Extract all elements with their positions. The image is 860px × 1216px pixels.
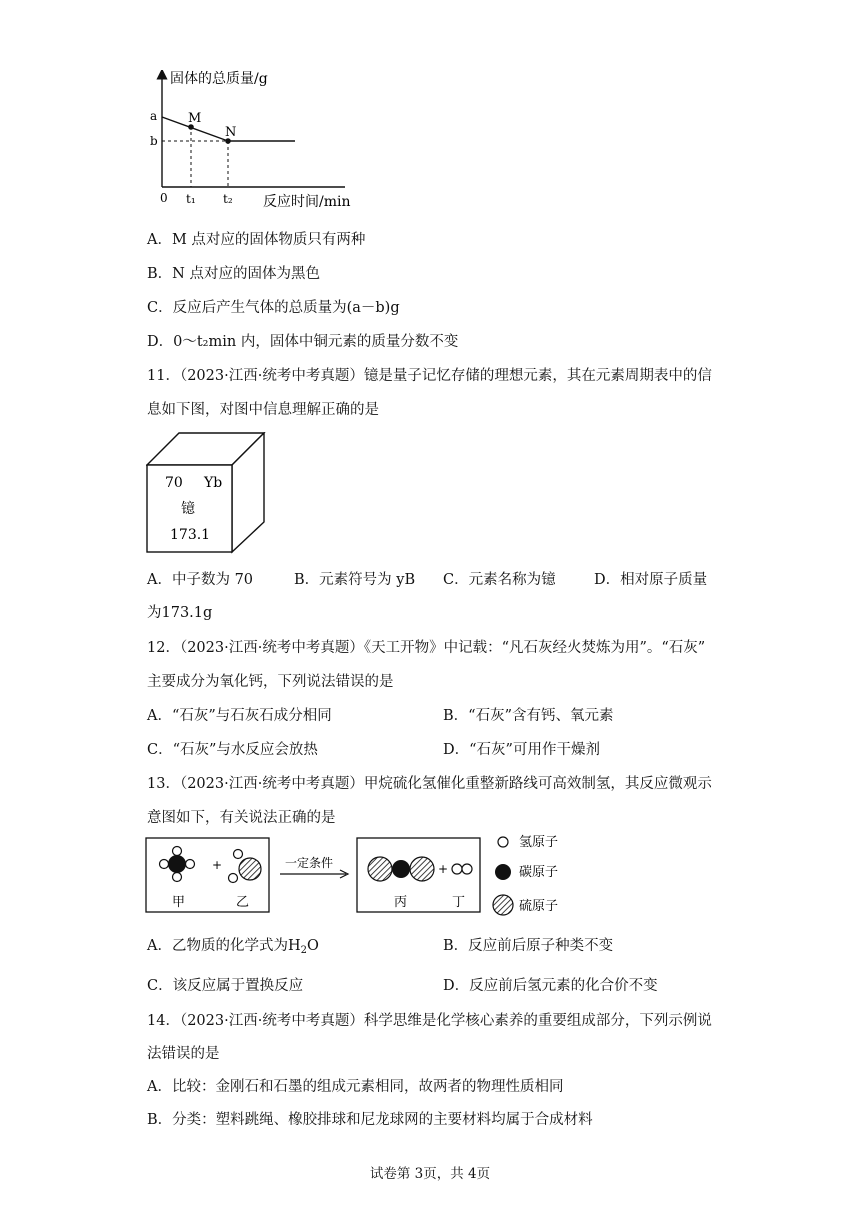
graph-svg [140,70,370,215]
element-atomic-number: 70 [165,475,183,491]
q12-option-d: D．“石灰”可用作干燥剂 [443,742,600,758]
q13-stem-line1: 13．（2023·江西·统考中考真题）甲烷硫化氢催化重整新路线可高效制氢，其反应微观示 [147,776,712,792]
x-axis-label: 反应时间/min [263,194,351,210]
q11-option-d-cont: 为173.1g [147,605,213,621]
reaction-diagram-svg [144,830,584,922]
q12-stem-line2: 主要成分为氧化钙，下列说法错误的是 [147,674,394,690]
element-name: 镱 [181,501,195,517]
q10-option-c: C．反应后产生气体的总质量为(a－b)g [147,300,400,316]
element-symbol: Yb [204,475,223,491]
q11-option-b: B．元素符号为 yB [294,572,416,588]
y-axis-label: 固体的总质量/g [170,71,268,87]
q11-option-a: A．中子数为 70 [147,572,254,588]
point-m-label: M [188,111,202,126]
q13-option-a [147,936,319,961]
q10-option-a: A．M 点对应的固体物质只有两种 [147,232,366,248]
legend-carbon-icon [495,864,511,880]
q14-stem-line2: 法错误的是 [147,1046,220,1062]
legend-sulfur-icon [493,895,513,915]
legend-hydrogen-icon [498,837,508,847]
q14-option-a: A．比较：金刚石和石墨的组成元素相同，故两者的物理性质相同 [147,1079,564,1095]
label-jia: 甲 [172,895,186,910]
condition-label: 一定条件 [285,856,334,870]
x-tick-t2: t₂ [223,192,233,206]
element-cube-svg [146,432,266,554]
y-tick-a: a [150,109,158,123]
q11-stem-line2: 息如下图，对图中信息理解正确的是 [147,402,379,418]
q12-option-c: C．“石灰”与水反应会放热 [147,742,318,758]
label-ding: 丁 [452,895,466,910]
x-tick-t1: t₁ [186,192,196,206]
q11-stem-line1: 11．（2023·江西·统考中考真题）镱是量子记忆存储的理想元素，其在元素周期表中的信 [147,368,712,384]
q11-option-c: C．元素名称为镱 [443,572,556,588]
page-footer: 试卷第 3页，共 4页 [369,1166,491,1182]
q11-option-d: D．相对原子质量 [594,572,708,588]
legend-hydrogen-label: 氢原子 [519,835,559,850]
q13-stem-line2: 意图如下，有关说法正确的是 [147,810,336,826]
plus-sign-left: + [212,858,223,872]
carbon-disulfide-molecule [368,857,434,881]
label-bing: 丙 [394,895,408,910]
q14-stem-line1: 14．（2023·江西·统考中考真题）科学思维是化学核心素养的重要组成部分，下列示例说 [147,1013,712,1029]
q10-option-d: D．0～t₂min 内，固体中铜元素的质量分数不变 [147,334,459,350]
legend-sulfur-label: 硫原子 [519,899,559,914]
plus-sign-right: + [438,862,449,876]
formula-subscript: 2 [300,945,308,956]
formula-h: H [287,938,301,954]
formula-o: O [307,938,319,954]
legend [493,835,558,915]
q13-option-c: C．该反应属于置换反应 [147,978,304,994]
q12-option-b: B．“石灰”含有钙、氧元素 [443,708,614,724]
origin-label: 0 [160,191,168,205]
q10-option-b: B．N 点对应的固体为黑色 [147,266,320,282]
element-cell-yb [146,432,266,554]
legend-carbon-label: 碳原子 [519,865,559,880]
q13-option-d: D．反应前后氢元素的化合价不变 [443,978,658,994]
q14-option-b: B．分类：塑料跳绳、橡胶排球和尼龙球网的主要材料均属于合成材料 [147,1112,593,1128]
q13-option-b: B．反应前后原子种类不变 [443,938,614,954]
q13-option-a-prefix: A．乙物质的化学式为 [147,938,288,954]
label-yi: 乙 [236,895,250,910]
element-mass: 173.1 [170,527,211,543]
mass-time-graph [140,70,370,215]
point-n-label: N [225,125,237,140]
q12-option-a: A．“石灰”与石灰石成分相同 [147,708,332,724]
reaction-diagram [144,830,584,922]
y-tick-b: b [150,134,158,148]
q12-stem-line1: 12．（2023·江西·统考中考真题）《天工开物》中记载：“凡石灰经火焚炼为用”。“石灰” [147,640,706,656]
